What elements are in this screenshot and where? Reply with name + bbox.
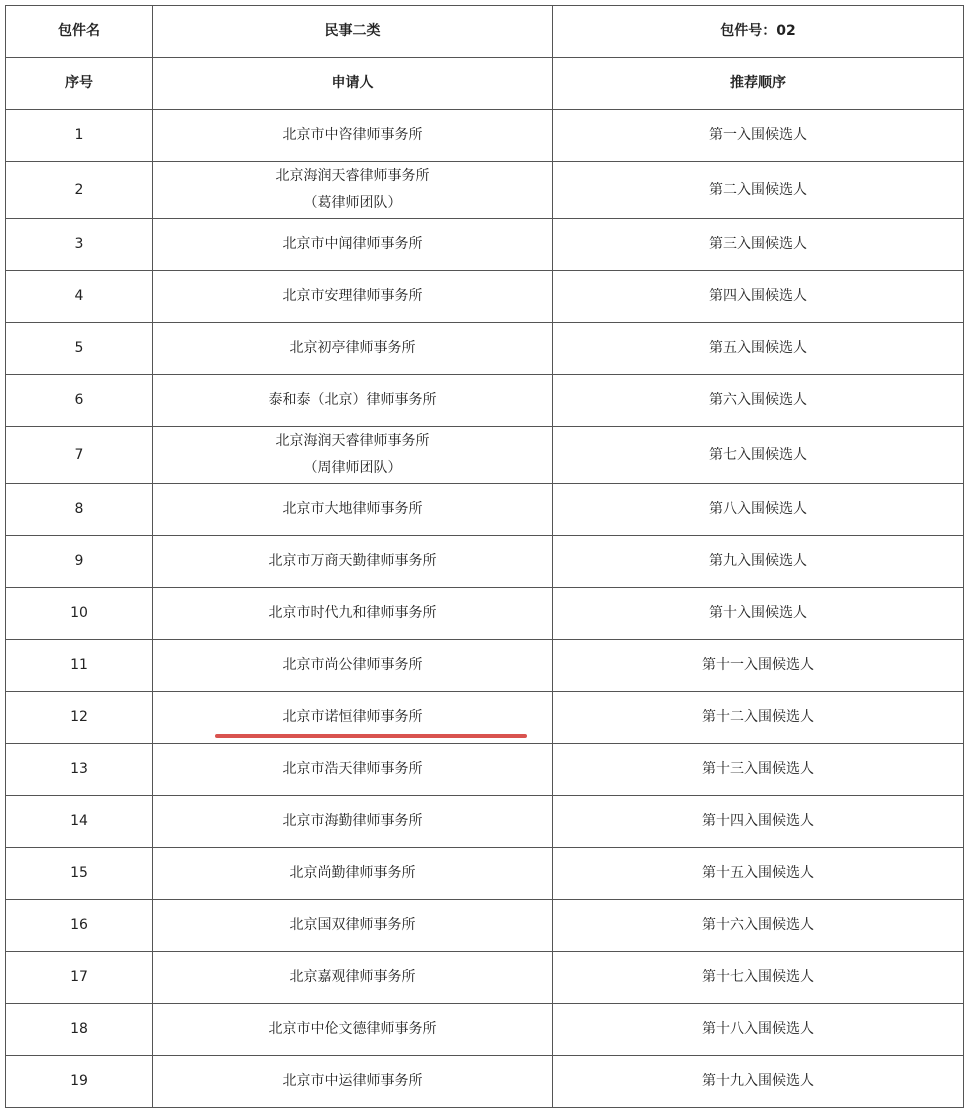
row-rank: 第三入围候选人 xyxy=(553,219,964,271)
applicant-name: 北京市时代九和律师事务所 xyxy=(268,605,437,621)
applicant-name: 北京市诺恒律师事务所 xyxy=(282,709,423,725)
row-index: 6 xyxy=(6,375,153,427)
row-applicant xyxy=(153,375,553,427)
row-index: 7 xyxy=(6,427,153,484)
candidate-table xyxy=(5,5,964,1108)
applicant-team: （周律师团队） xyxy=(303,460,402,476)
row-applicant xyxy=(153,900,553,952)
package-name-label: 包件名 xyxy=(6,6,153,58)
applicant-name: 北京尚勤律师事务所 xyxy=(289,865,416,881)
row-index: 16 xyxy=(6,900,153,952)
row-index: 15 xyxy=(6,848,153,900)
column-header-row xyxy=(6,58,964,110)
row-rank: 第九入围候选人 xyxy=(553,536,964,588)
row-rank: 第十五入围候选人 xyxy=(553,848,964,900)
row-applicant xyxy=(153,796,553,848)
column-header-rank: 推荐顺序 xyxy=(553,58,964,110)
column-header-applicant: 申请人 xyxy=(153,58,553,110)
applicant-name: 北京国双律师事务所 xyxy=(289,917,416,933)
row-rank: 第八入围候选人 xyxy=(553,484,964,536)
table-row xyxy=(6,427,964,484)
row-rank: 第十三入围候选人 xyxy=(553,744,964,796)
table-row xyxy=(6,110,964,162)
applicant-team: （葛律师团队） xyxy=(303,195,402,211)
row-index: 2 xyxy=(6,162,153,219)
row-applicant xyxy=(153,427,553,484)
row-rank: 第五入围候选人 xyxy=(553,323,964,375)
applicant-name: 北京嘉观律师事务所 xyxy=(289,969,416,985)
applicant-name: 北京市尚公律师事务所 xyxy=(282,657,423,673)
row-rank: 第十九入围候选人 xyxy=(553,1056,964,1108)
row-rank: 第十七入围候选人 xyxy=(553,952,964,1004)
table-row xyxy=(6,640,964,692)
applicant-name: 北京市大地律师事务所 xyxy=(282,501,423,517)
row-applicant xyxy=(153,219,553,271)
table-row xyxy=(6,952,964,1004)
table-row xyxy=(6,162,964,219)
row-index: 9 xyxy=(6,536,153,588)
table-row xyxy=(6,484,964,536)
table-row xyxy=(6,271,964,323)
applicant-name: 北京市中伦文德律师事务所 xyxy=(268,1021,437,1037)
row-rank: 第六入围候选人 xyxy=(553,375,964,427)
applicant-name: 北京市万商天勤律师事务所 xyxy=(268,553,437,569)
row-index: 13 xyxy=(6,744,153,796)
package-header-row xyxy=(6,6,964,58)
row-rank: 第十入围候选人 xyxy=(553,588,964,640)
table-row xyxy=(6,536,964,588)
row-applicant xyxy=(153,588,553,640)
table-row xyxy=(6,588,964,640)
applicant-name: 北京海润天睿律师事务所 xyxy=(275,168,430,184)
row-applicant xyxy=(153,744,553,796)
row-applicant xyxy=(153,536,553,588)
row-index: 11 xyxy=(6,640,153,692)
row-applicant xyxy=(153,640,553,692)
row-applicant xyxy=(153,848,553,900)
row-index: 4 xyxy=(6,271,153,323)
row-rank: 第十一入围候选人 xyxy=(553,640,964,692)
applicant-name: 北京市中闻律师事务所 xyxy=(282,236,423,252)
row-rank: 第四入围候选人 xyxy=(553,271,964,323)
row-index: 10 xyxy=(6,588,153,640)
row-index: 5 xyxy=(6,323,153,375)
row-index: 12 xyxy=(6,692,153,744)
applicant-name: 北京市中运律师事务所 xyxy=(282,1073,423,1089)
applicant-name: 泰和泰（北京）律师事务所 xyxy=(268,392,437,408)
row-rank: 第十八入围候选人 xyxy=(553,1004,964,1056)
applicant-name: 北京海润天睿律师事务所 xyxy=(275,433,430,449)
row-rank: 第十四入围候选人 xyxy=(553,796,964,848)
applicant-name: 北京市海勤律师事务所 xyxy=(282,813,423,829)
row-index: 18 xyxy=(6,1004,153,1056)
applicant-name: 北京市浩天律师事务所 xyxy=(282,761,423,777)
row-applicant xyxy=(153,162,553,219)
package-number: 包件号：02 xyxy=(553,6,964,58)
table-row xyxy=(6,323,964,375)
row-rank: 第七入围候选人 xyxy=(553,427,964,484)
package-name-value: 民事二类 xyxy=(153,6,553,58)
row-rank: 第十二入围候选人 xyxy=(553,692,964,744)
table-row xyxy=(6,796,964,848)
row-index: 1 xyxy=(6,110,153,162)
row-index: 14 xyxy=(6,796,153,848)
row-applicant xyxy=(153,323,553,375)
applicant-name: 北京市安理律师事务所 xyxy=(282,288,423,304)
row-applicant xyxy=(153,952,553,1004)
row-index: 8 xyxy=(6,484,153,536)
table-row xyxy=(6,900,964,952)
row-rank: 第十六入围候选人 xyxy=(553,900,964,952)
highlight-underline xyxy=(215,734,527,738)
applicant-name: 北京初亭律师事务所 xyxy=(289,340,416,356)
table-row xyxy=(6,692,964,744)
table-row xyxy=(6,1004,964,1056)
row-applicant xyxy=(153,484,553,536)
row-applicant xyxy=(153,1004,553,1056)
row-index: 3 xyxy=(6,219,153,271)
table-row xyxy=(6,848,964,900)
table-row xyxy=(6,1056,964,1108)
row-applicant xyxy=(153,692,553,744)
row-rank: 第一入围候选人 xyxy=(553,110,964,162)
row-index: 17 xyxy=(6,952,153,1004)
row-rank: 第二入围候选人 xyxy=(553,162,964,219)
row-index: 19 xyxy=(6,1056,153,1108)
row-applicant xyxy=(153,271,553,323)
table-row xyxy=(6,375,964,427)
table-row xyxy=(6,219,964,271)
column-header-index: 序号 xyxy=(6,58,153,110)
applicant-name: 北京市中咨律师事务所 xyxy=(282,127,423,143)
row-applicant xyxy=(153,1056,553,1108)
table-row xyxy=(6,744,964,796)
row-applicant xyxy=(153,110,553,162)
